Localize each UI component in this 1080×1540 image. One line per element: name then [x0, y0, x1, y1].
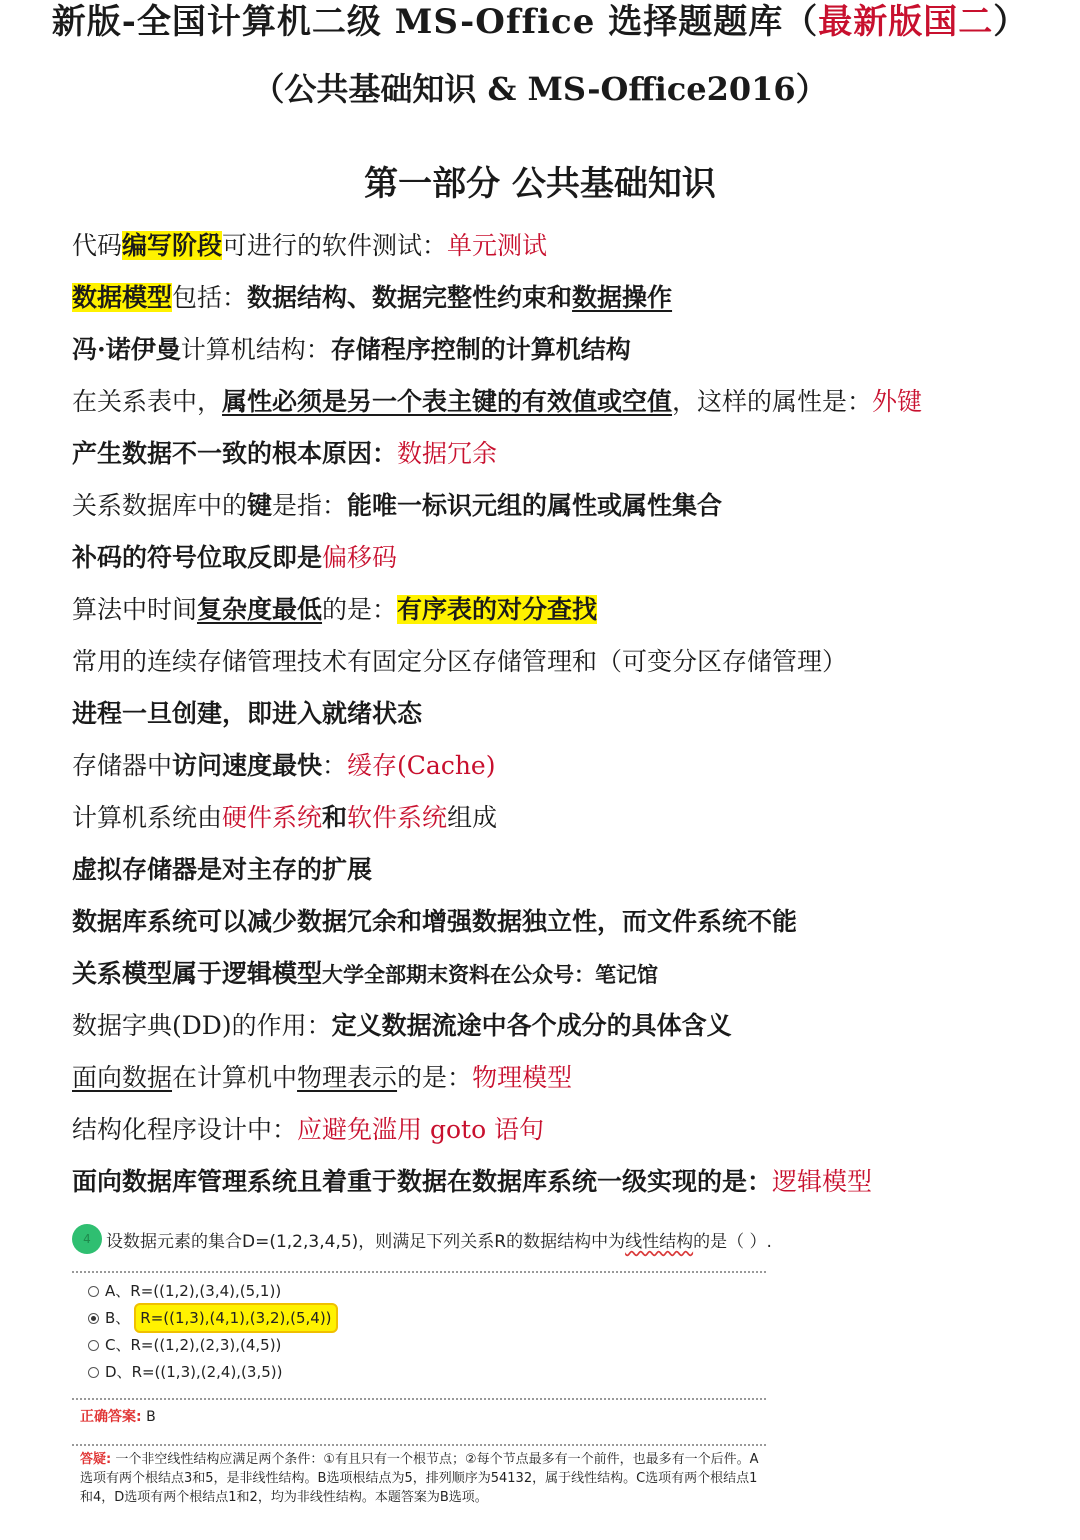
- document-subtitle: （公共基础知识 & MS-Office2016）: [252, 70, 828, 108]
- radio-icon[interactable]: [88, 1340, 99, 1351]
- fact-line: 算法中时间复杂度最低的是：有序表的对分查找: [72, 595, 598, 624]
- fact-line: 关系模型属于逻辑模型大学全部期末资料在公众号：笔记馆: [72, 959, 659, 988]
- document-title: [0, 0, 1080, 44]
- option-b[interactable]: B、 R=((1,3),(4,1),(3,2),(5,4)): [88, 1305, 338, 1331]
- option-d[interactable]: D、 R=((1,3),(2,4),(3,5)): [88, 1359, 282, 1385]
- title-end-text: ）: [993, 2, 1029, 42]
- fact-line: 结构化程序设计中：应避免滥用 goto 语句: [72, 1115, 545, 1144]
- fact-line: 面向数据库管理系统且着重于数据在数据库系统一级实现的是：逻辑模型: [72, 1167, 873, 1196]
- question-number-badge: 4: [72, 1224, 102, 1254]
- divider: [72, 1271, 766, 1273]
- correct-answer: 正确答案: B: [80, 1409, 156, 1425]
- title-main-text: 新版-全国计算机二级 MS-Office 选择题题库（: [51, 2, 819, 42]
- quiz-question: 4 设数据元素的集合D=(1,2,3,4,5)，则满足下列关系R的数据结构中为 线性结构 的是（ ）.: [72, 1222, 772, 1256]
- fact-line: 面向数据在计算机中物理表示的是：物理模型: [72, 1063, 573, 1092]
- fact-line: 产生数据不一致的根本原因：数据冗余: [72, 439, 498, 468]
- fact-line: 常用的连续存储管理技术有固定分区存储管理和（可变分区存储管理）: [72, 647, 848, 676]
- option-a[interactable]: A、 R=((1,2),(3,4),(5,1)): [88, 1278, 281, 1304]
- radio-selected-icon[interactable]: [88, 1313, 99, 1324]
- radio-icon[interactable]: [88, 1286, 99, 1297]
- divider: [72, 1398, 766, 1400]
- fact-line: 关系数据库中的键是指：能唯一标识元组的属性或属性集合: [72, 491, 723, 520]
- fact-line: 代码编写阶段可进行的软件测试：单元测试: [72, 231, 548, 260]
- title-red-text: 最新版国二: [818, 2, 994, 42]
- answer-explanation: 答疑: 一个非空线性结构应满足两个条件：①有且只有一个根节点；②每个节点最多有一个前件，也最多有一个后件。A选项有两个根结点3和5，是非线性结构。B选项根结点为5，排列顺序为54132，属于线性结构。C选项有两个根结点1和4，D选项有两个根结点1和2，均为非线性结构。本题答案为B选项。: [80, 1452, 759, 1505]
- promo-note: 大学全部期末资料在公众号：笔记馆: [322, 962, 659, 987]
- fact-line: 冯·诺伊曼计算机结构：存储程序控制的计算机结构: [72, 335, 631, 364]
- fact-line: 数据字典(DD)的作用：定义数据流途中各个成分的具体含义: [72, 1011, 732, 1040]
- fact-line: 在关系表中，属性必须是另一个表主键的有效值或空值，这样的属性是：外键: [72, 387, 923, 416]
- fact-line: 补码的符号位取反即是偏移码: [72, 543, 398, 572]
- radio-icon[interactable]: [88, 1367, 99, 1378]
- fact-line: 存储器中访问速度最快：缓存(Cache): [72, 751, 496, 780]
- fact-line: 虚拟存储器是对主存的扩展: [72, 855, 373, 884]
- fact-line: 进程一旦创建，即进入就绪状态: [72, 699, 423, 728]
- divider: [72, 1444, 766, 1446]
- quiz-card: [72, 1222, 772, 1505]
- fact-line: 计算机系统由硬件系统和软件系统组成: [72, 803, 498, 832]
- fact-line: 数据模型包括：数据结构、数据完整性约束和数据操作: [72, 283, 673, 312]
- option-c[interactable]: C、 R=((1,2),(2,3),(4,5)): [88, 1332, 281, 1358]
- section-heading: 第一部分 公共基础知识: [364, 164, 716, 204]
- fact-line: 数据库系统可以减少数据冗余和增强数据独立性，而文件系统不能: [72, 907, 798, 936]
